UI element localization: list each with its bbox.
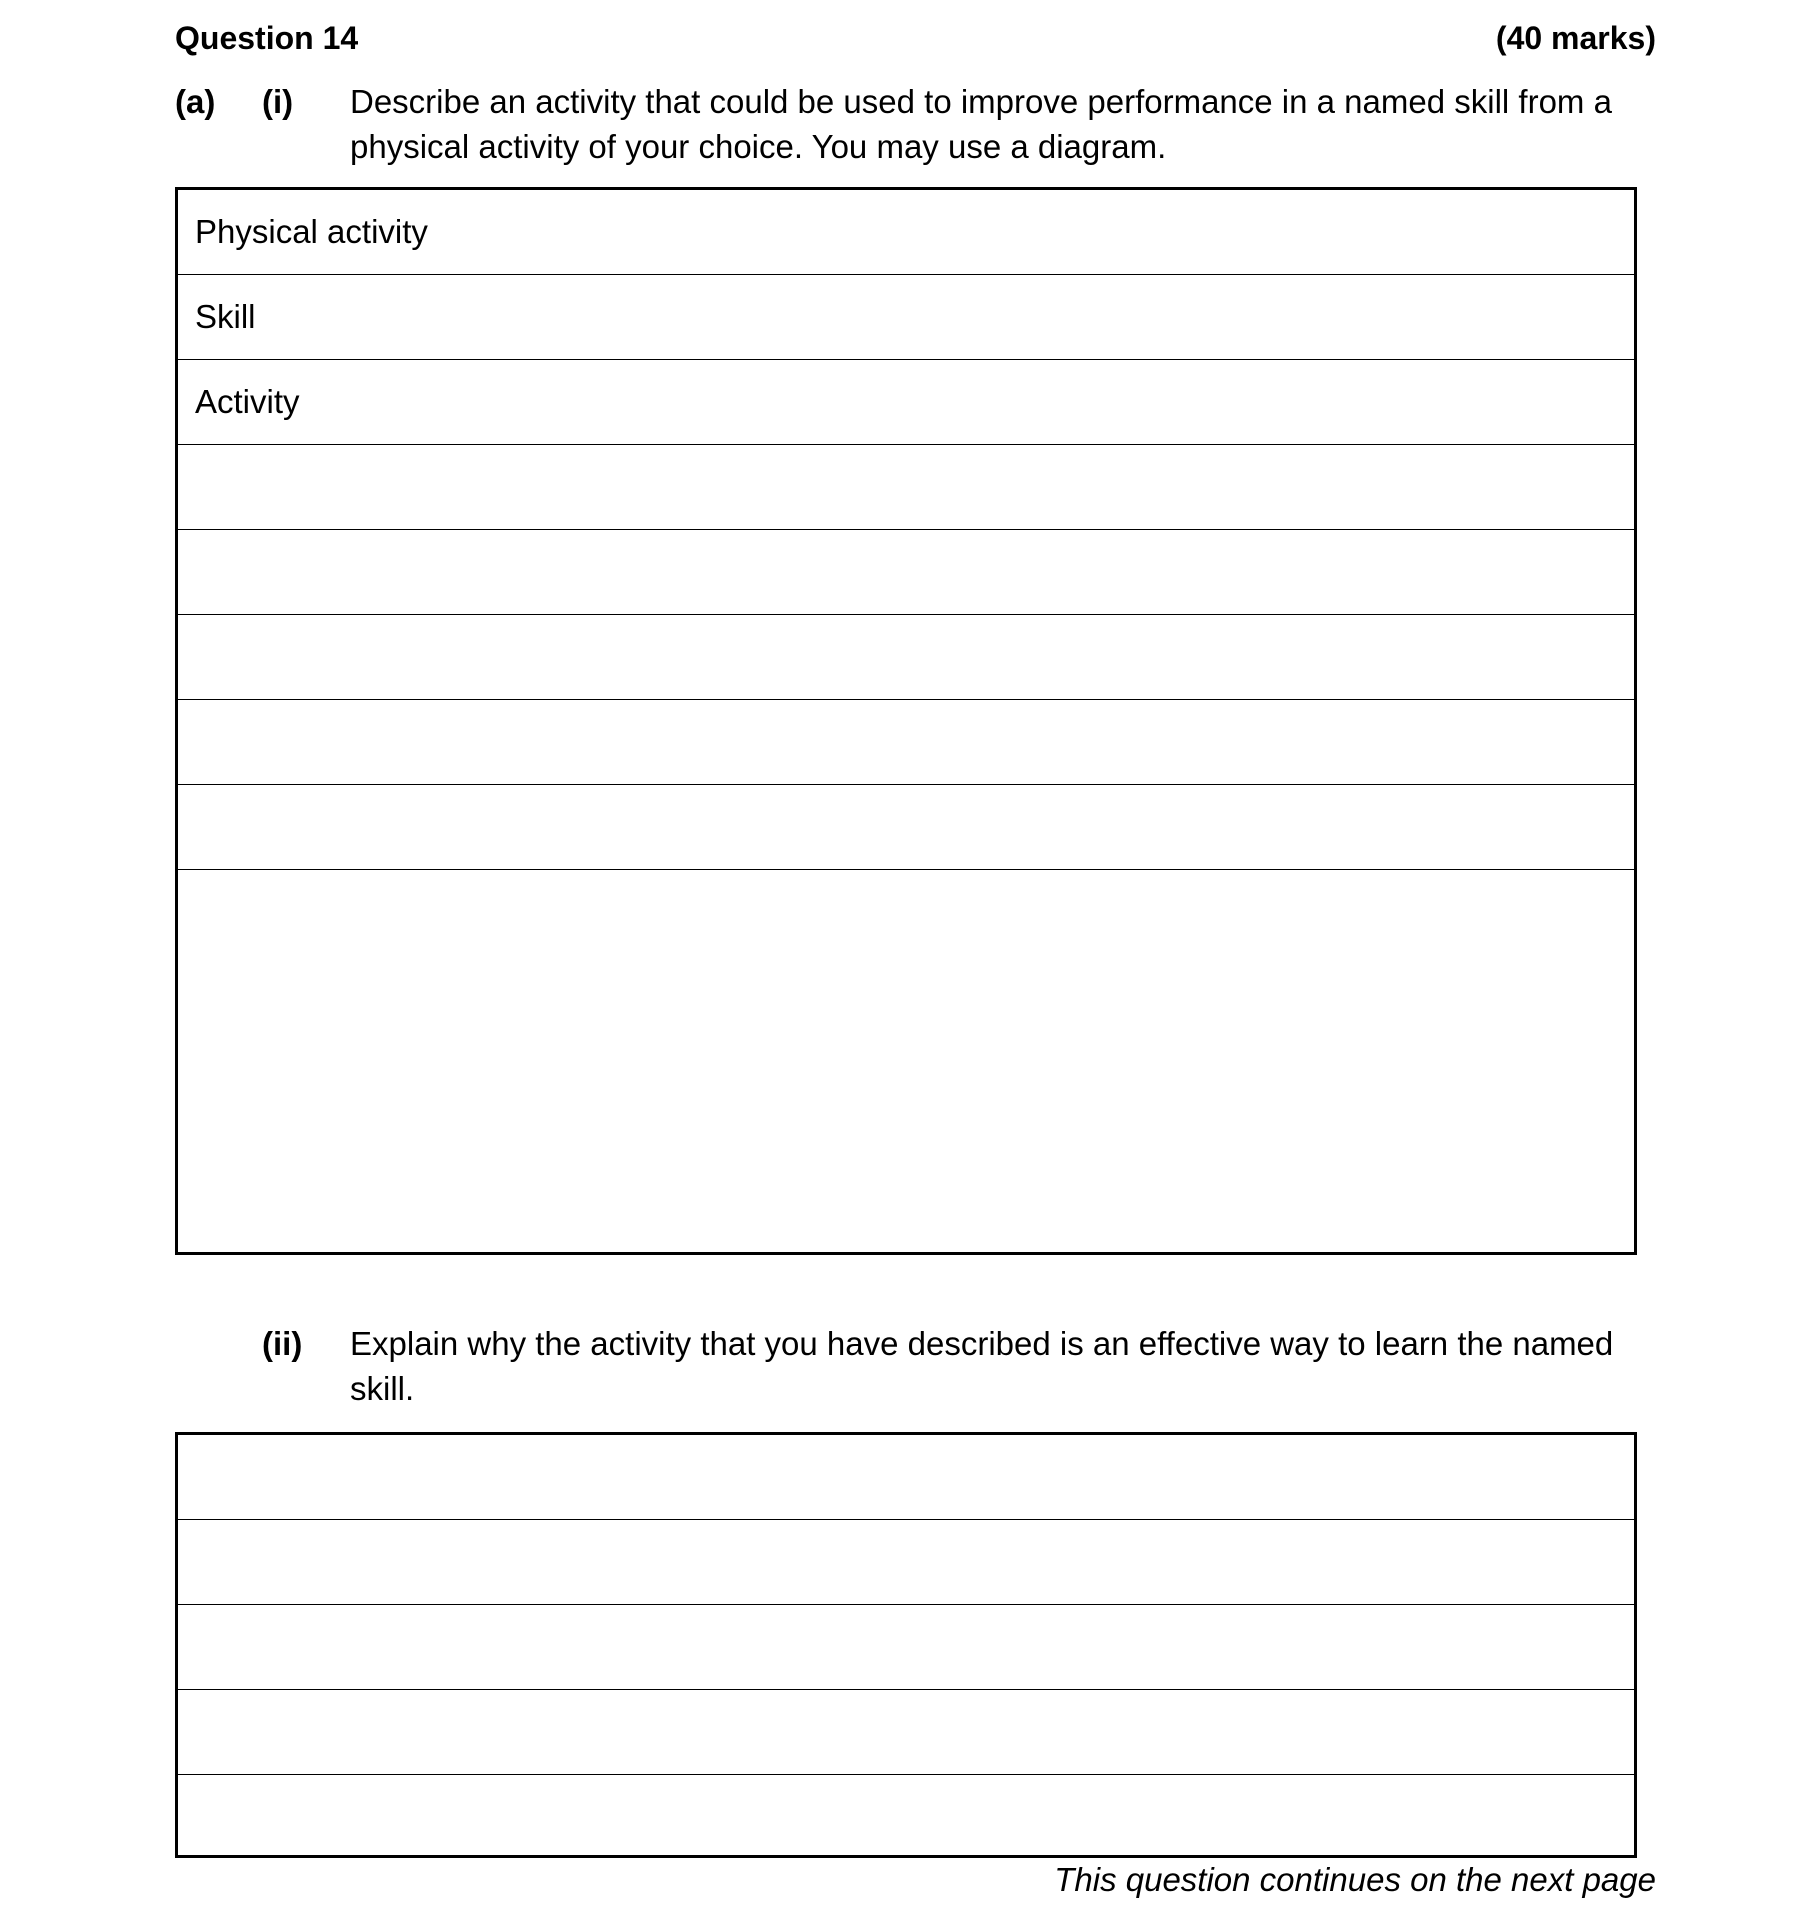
answer-line[interactable] <box>178 1775 1634 1860</box>
answer-box-a-i[interactable] <box>175 187 1637 1255</box>
part-a-label: (a) <box>175 83 216 120</box>
question-a-i-text <box>350 79 1670 169</box>
row-label: Activity <box>195 383 300 420</box>
row-activity[interactable] <box>178 360 1634 445</box>
answer-line[interactable] <box>178 700 1634 785</box>
answer-line[interactable] <box>178 1435 1634 1520</box>
question-a-ii-line2: skill. <box>350 1370 415 1407</box>
continues-note: This question continues on the next page <box>1054 1861 1656 1898</box>
question-a-i-line1: Describe an activity that could be used to improve performance in a named skill from a <box>350 83 1612 120</box>
row-label: Skill <box>195 298 256 335</box>
row-skill[interactable] <box>178 275 1634 360</box>
question-a-i-line2: physical activity of your choice. You may use a diagram. <box>350 128 1167 165</box>
sub-i-label: (i) <box>262 83 294 120</box>
answer-line[interactable] <box>178 445 1634 530</box>
answer-box-a-ii[interactable] <box>175 1432 1637 1858</box>
row-physical-activity[interactable] <box>178 190 1634 275</box>
question-a-ii-line1: Explain why the activity that you have described is an effective way to learn the named <box>350 1325 1614 1362</box>
question-a-ii-text <box>350 1321 1670 1411</box>
answer-line[interactable] <box>178 1520 1634 1605</box>
row-label: Physical activity <box>195 213 428 250</box>
sub-ii-label: (ii) <box>262 1325 303 1362</box>
question-title: Question 14 <box>175 20 359 56</box>
answer-line[interactable] <box>178 1605 1634 1690</box>
answer-line[interactable] <box>178 530 1634 615</box>
diagram-space[interactable] <box>178 870 1634 1261</box>
answer-line[interactable] <box>178 785 1634 870</box>
answer-line[interactable] <box>178 1690 1634 1775</box>
answer-line[interactable] <box>178 615 1634 700</box>
marks-label: (40 marks) <box>1495 20 1656 56</box>
